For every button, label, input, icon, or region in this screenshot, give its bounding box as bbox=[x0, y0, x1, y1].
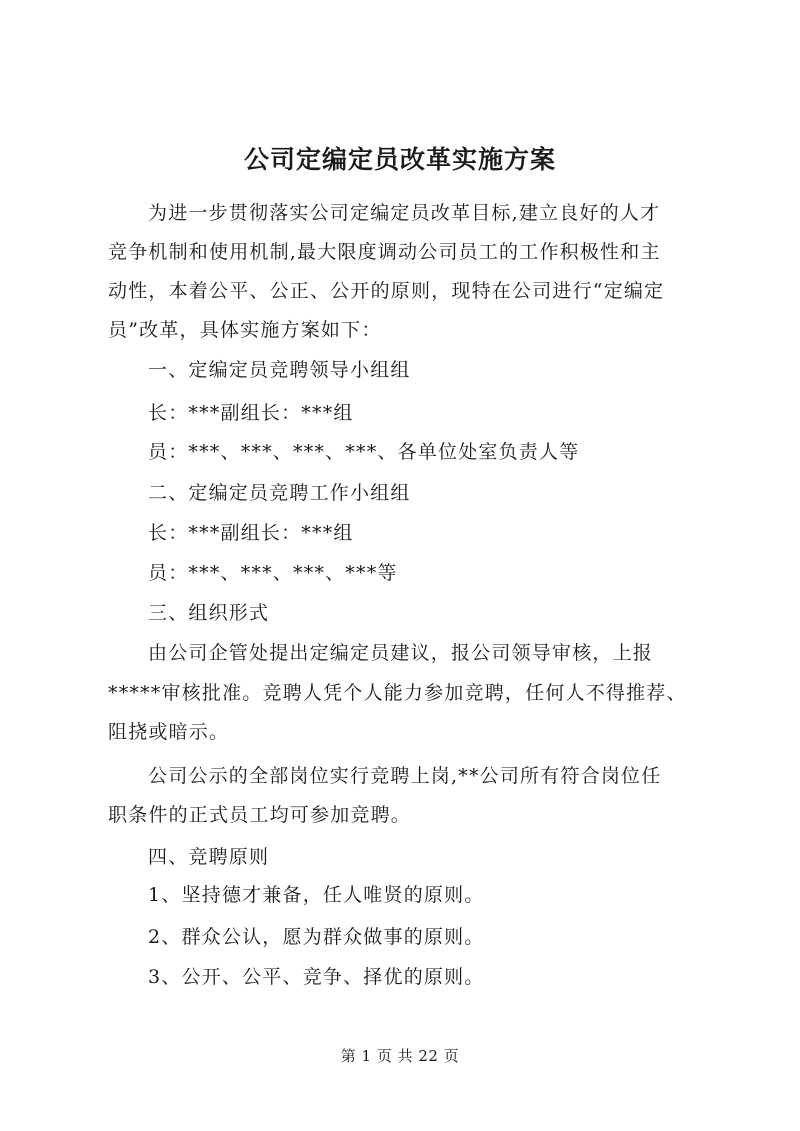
paragraph-line: 公司公示的全部岗位实行竞聘上岗,**公司所有符合岗位任 bbox=[148, 765, 662, 787]
paragraph-line: 为进一步贯彻落实公司定编定员改革目标,建立良好的人才 bbox=[148, 202, 661, 224]
list-item: 2、群众公认，愿为群众做事的原则。 bbox=[148, 926, 485, 948]
paragraph-line: 员”改革，具体实施方案如下： bbox=[108, 319, 382, 341]
page-footer: 第 1 页 共 22 页 bbox=[340, 1047, 460, 1065]
paragraph-line: 长：***副组长：***组 bbox=[148, 402, 354, 424]
paragraph-line: 员：***、***、***、***、各单位处室负责人等 bbox=[148, 441, 580, 463]
section-heading: 四、竞聘原则 bbox=[148, 846, 270, 868]
paragraph-line: 职条件的正式员工均可参加竞聘。 bbox=[108, 804, 412, 826]
paragraph-line: 阻挠或暗示。 bbox=[108, 721, 230, 743]
paragraph-line: 动性，本着公平、公正、公开的原则，现特在公司进行“定编定 bbox=[108, 280, 665, 302]
section-heading: 三、组织形式 bbox=[148, 602, 270, 624]
paragraph-line: 竞争机制和使用机制,最大限度调动公司员工的工作积极性和主 bbox=[108, 241, 661, 263]
document-title: 公司定编定员改革实施方案 bbox=[243, 145, 556, 174]
paragraph-line: *****审核批准。竞聘人凭个人能力参加竞聘，任何人不得推荐、 bbox=[108, 682, 687, 704]
section-heading: 一、定编定员竞聘领导小组组 bbox=[148, 359, 411, 381]
paragraph-line: 由公司企管处提出定编定员建议，报公司领导审核，上报 bbox=[148, 642, 654, 664]
list-item: 3、公开、公平、竞争、择优的原则。 bbox=[148, 966, 485, 988]
paragraph-line: 员：***、***、***、***等 bbox=[148, 562, 398, 584]
section-heading: 二、定编定员竞聘工作小组组 bbox=[148, 482, 411, 504]
paragraph-line: 长：***副组长：***组 bbox=[148, 522, 354, 544]
list-item: 1、坚持德才兼备，任人唯贤的原则。 bbox=[148, 884, 485, 906]
